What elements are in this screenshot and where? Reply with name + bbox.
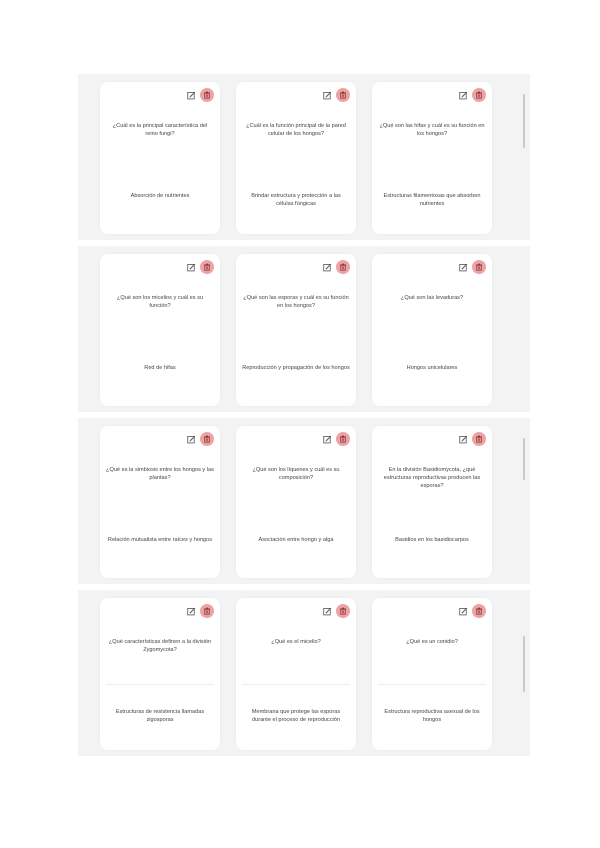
card-actions <box>322 260 350 274</box>
card-answer: Estructura reproductiva asexual de los hongos <box>384 709 480 723</box>
card-actions <box>322 88 350 102</box>
card-answer: Brindar estructura y protección a las células fúngicas <box>251 193 341 207</box>
card-actions <box>186 260 214 274</box>
scrollbar-thumb[interactable] <box>523 94 525 148</box>
flashcard[interactable] <box>372 82 492 234</box>
flashcard[interactable] <box>236 254 356 406</box>
scrollbar[interactable] <box>523 426 526 576</box>
trash-icon <box>203 263 211 271</box>
scrollbar[interactable] <box>523 598 526 748</box>
card-question: ¿Qué son las esporas y cuál es su función en los hongos? <box>243 295 349 309</box>
delete-button[interactable] <box>472 260 486 274</box>
card-answer: Asociación entre hongo y alga <box>258 537 334 543</box>
card-actions <box>458 260 486 274</box>
flashcard[interactable] <box>236 82 356 234</box>
card-actions <box>322 604 350 618</box>
card-question: ¿Qué son las hifas y cuál es su función en los hongos? <box>379 123 485 137</box>
flashcard-row <box>78 246 530 412</box>
delete-button[interactable] <box>200 88 214 102</box>
delete-button[interactable] <box>472 88 486 102</box>
delete-button[interactable] <box>200 604 214 618</box>
flashcard[interactable] <box>372 598 492 750</box>
flashcard[interactable] <box>100 254 220 406</box>
delete-button[interactable] <box>336 88 350 102</box>
card-answer: Relación mutualista entre raíces y hongos <box>107 537 213 543</box>
card-question: ¿Qué características definen a la división Zygomycota? <box>108 639 212 653</box>
card-actions <box>322 432 350 446</box>
card-question: ¿Qué son los micelios y cuál es su función? <box>116 295 204 309</box>
edit-icon[interactable] <box>458 262 469 273</box>
flashcard[interactable] <box>236 598 356 750</box>
edit-icon[interactable] <box>322 90 333 101</box>
trash-icon <box>339 91 347 99</box>
card-actions <box>186 88 214 102</box>
card-divider <box>242 684 350 685</box>
card-answer: Absorción de nutrientes <box>130 193 190 199</box>
card-answer: Hongos unicelulares <box>406 365 458 371</box>
card-actions <box>186 432 214 446</box>
card-question: ¿Qué es la simbiosis entre los hongos y las plantas? <box>106 467 214 481</box>
card-question: ¿Cuál es la función principal de la pared celular de los hongos? <box>246 123 346 137</box>
card-question: ¿Qué son los líquenes y cuál es su composición? <box>252 467 340 481</box>
card-answer: Reproducción y propagación de los hongos <box>242 365 350 371</box>
trash-icon <box>339 435 347 443</box>
trash-icon <box>475 435 483 443</box>
edit-icon[interactable] <box>458 434 469 445</box>
card-question: ¿Qué es un conidio? <box>406 639 458 645</box>
flashcard[interactable] <box>100 82 220 234</box>
edit-icon[interactable] <box>458 90 469 101</box>
card-actions <box>458 88 486 102</box>
delete-button[interactable] <box>472 604 486 618</box>
card-question: ¿Qué es el micelio? <box>271 639 321 645</box>
delete-button[interactable] <box>336 604 350 618</box>
trash-icon <box>475 607 483 615</box>
scrollbar-thumb[interactable] <box>523 636 525 692</box>
delete-button[interactable] <box>200 432 214 446</box>
trash-icon <box>475 263 483 271</box>
delete-button[interactable] <box>200 260 214 274</box>
card-answer: Membrana que protege las esporas durante el proceso de reproducción <box>251 709 341 723</box>
flashcard-row <box>78 74 530 240</box>
flashcard[interactable] <box>100 426 220 578</box>
card-actions <box>458 604 486 618</box>
edit-icon[interactable] <box>458 606 469 617</box>
card-answer: Basidios en los basidiocarpos <box>395 537 469 543</box>
flashcard-row <box>78 590 530 756</box>
flashcard-row <box>78 418 530 584</box>
card-divider <box>378 684 486 685</box>
edit-icon[interactable] <box>186 606 197 617</box>
edit-icon[interactable] <box>186 434 197 445</box>
trash-icon <box>475 91 483 99</box>
scrollbar-thumb[interactable] <box>523 438 525 480</box>
edit-icon[interactable] <box>186 90 197 101</box>
flashcard[interactable] <box>372 426 492 578</box>
card-question: En la división Basidiomycota, ¿qué estructuras reproductivas producen las esporas? <box>383 467 481 489</box>
edit-icon[interactable] <box>322 606 333 617</box>
card-actions <box>458 432 486 446</box>
trash-icon <box>339 263 347 271</box>
delete-button[interactable] <box>336 260 350 274</box>
flashcard[interactable] <box>100 598 220 750</box>
trash-icon <box>339 607 347 615</box>
card-question: ¿Cuál es la principal característica del reino fungi? <box>112 123 208 137</box>
delete-button[interactable] <box>472 432 486 446</box>
card-question: ¿Qué son las levaduras? <box>400 295 464 301</box>
flashcard[interactable] <box>236 426 356 578</box>
flashcard[interactable] <box>372 254 492 406</box>
card-answer: Estructuras de resistencia llamadas zigosporas <box>115 709 205 723</box>
trash-icon <box>203 435 211 443</box>
delete-button[interactable] <box>336 432 350 446</box>
card-divider <box>106 684 214 685</box>
edit-icon[interactable] <box>322 434 333 445</box>
card-answer: Estructuras filamentosas que absorben nutrientes <box>383 193 481 207</box>
scrollbar[interactable] <box>523 82 526 232</box>
card-answer: Red de hifas <box>144 365 176 371</box>
trash-icon <box>203 607 211 615</box>
edit-icon[interactable] <box>322 262 333 273</box>
edit-icon[interactable] <box>186 262 197 273</box>
card-actions <box>186 604 214 618</box>
trash-icon <box>203 91 211 99</box>
